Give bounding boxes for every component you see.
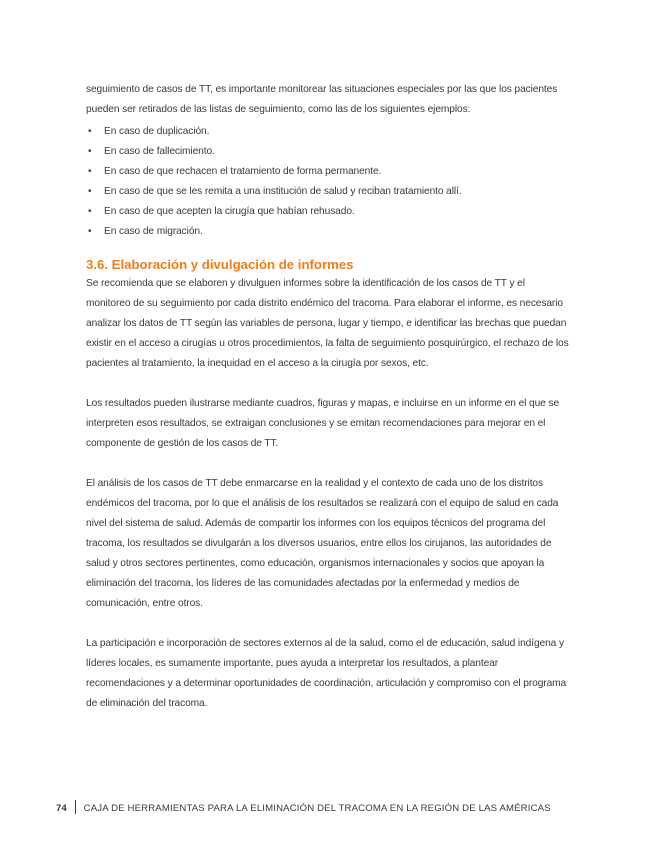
list-item-text: En caso de que se les remita a una institución de salud y reciban tratamiento allí. (104, 186, 462, 197)
intro-paragraph: seguimiento de casos de TT, es importante monitorear las situaciones especiales por las que los pacientes pueden ser retirados de las listas de seguimiento, como las de los siguientes ejemplos: (86, 84, 558, 115)
list-item-text: En caso de que rechacen el tratamiento de forma permanente. (104, 166, 382, 177)
body-paragraph: El análisis de los casos de TT debe enmarcarse en la realidad y el contexto de cada uno de los distritos endémicos del tracoma, por lo que el análisis de los resultados se realizará con el equipo de salud en cada nivel del sistema de salud. Además de compartir los informes con los equipos técnicos del programa del tracoma, los resultados se divulgarán a los diversos usuarios, entre ellos los cirujanos, las autoridades de salud y otros sectores pertinentes, como educación, organismos internacionales y socios que apoyan la eliminación del tracoma, los líderes de las comunidades afectadas por la enfermedad y medios de comunicación, entre otros. (86, 478, 559, 609)
body-paragraph: La participación e incorporación de sectores externos al de la salud, como el de educación, salud indígena y líderes locales, es sumamente importante, pues ayuda a interpretar los resultados, a plantear recomendaciones y a determinar oportunidades de coordinación, articulación y compromiso con el programa de eliminación del tracoma. (86, 638, 567, 709)
list-item (86, 182, 571, 202)
bullet-icon: • (88, 226, 92, 237)
page-footer (56, 800, 551, 816)
footer-divider (75, 800, 76, 814)
list-item (86, 142, 571, 162)
page-body (86, 80, 571, 734)
page-number: 74 (56, 803, 67, 814)
list-item (86, 122, 571, 142)
list-item (86, 162, 571, 182)
list-item-text: En caso de que acepten la cirugía que habían rehusado. (104, 206, 355, 217)
list-item-text: En caso de duplicación. (104, 126, 210, 137)
list-item (86, 222, 571, 242)
bullet-icon: • (88, 206, 92, 217)
list-item-text: En caso de migración. (104, 226, 203, 237)
bullet-icon: • (88, 166, 92, 177)
body-paragraph: Los resultados pueden ilustrarse mediante cuadros, figuras y mapas, e incluirse en un informe en el que se interpreten esos resultados, se extraigan conclusiones y se emitan recomendaciones para mejorar en el componente de gestión de los casos de TT. (86, 398, 560, 449)
running-title: CAJA DE HERRAMIENTAS PARA LA ELIMINACIÓN DEL TRACOMA EN LA REGIÓN DE LAS AMÉRICAS (83, 803, 551, 814)
bullet-icon: • (88, 126, 92, 137)
body-paragraph: Se recomienda que se elaboren y divulguen informes sobre la identificación de los casos de TT y el monitoreo de su seguimiento por cada distrito endémico del tracoma. Para elaborar el informe, es necesario analizar los datos de TT según las variables de persona, lugar y tiempo, e identificar las brechas que puedan existir en el acceso a cirugías u otros procedimientos, la falta de seguimiento posquirúrgico, el rechazo de los pacientes al tratamiento, la inequidad en el acceso a la cirugía por sexos, etc. (86, 278, 569, 369)
list-item-text: En caso de fallecimiento. (104, 146, 215, 157)
bullet-icon: • (88, 146, 92, 157)
list-item (86, 202, 571, 222)
section-heading: 3.6. Elaboración y divulgación de informes (86, 257, 354, 272)
example-list (86, 122, 571, 242)
bullet-icon: • (88, 186, 92, 197)
